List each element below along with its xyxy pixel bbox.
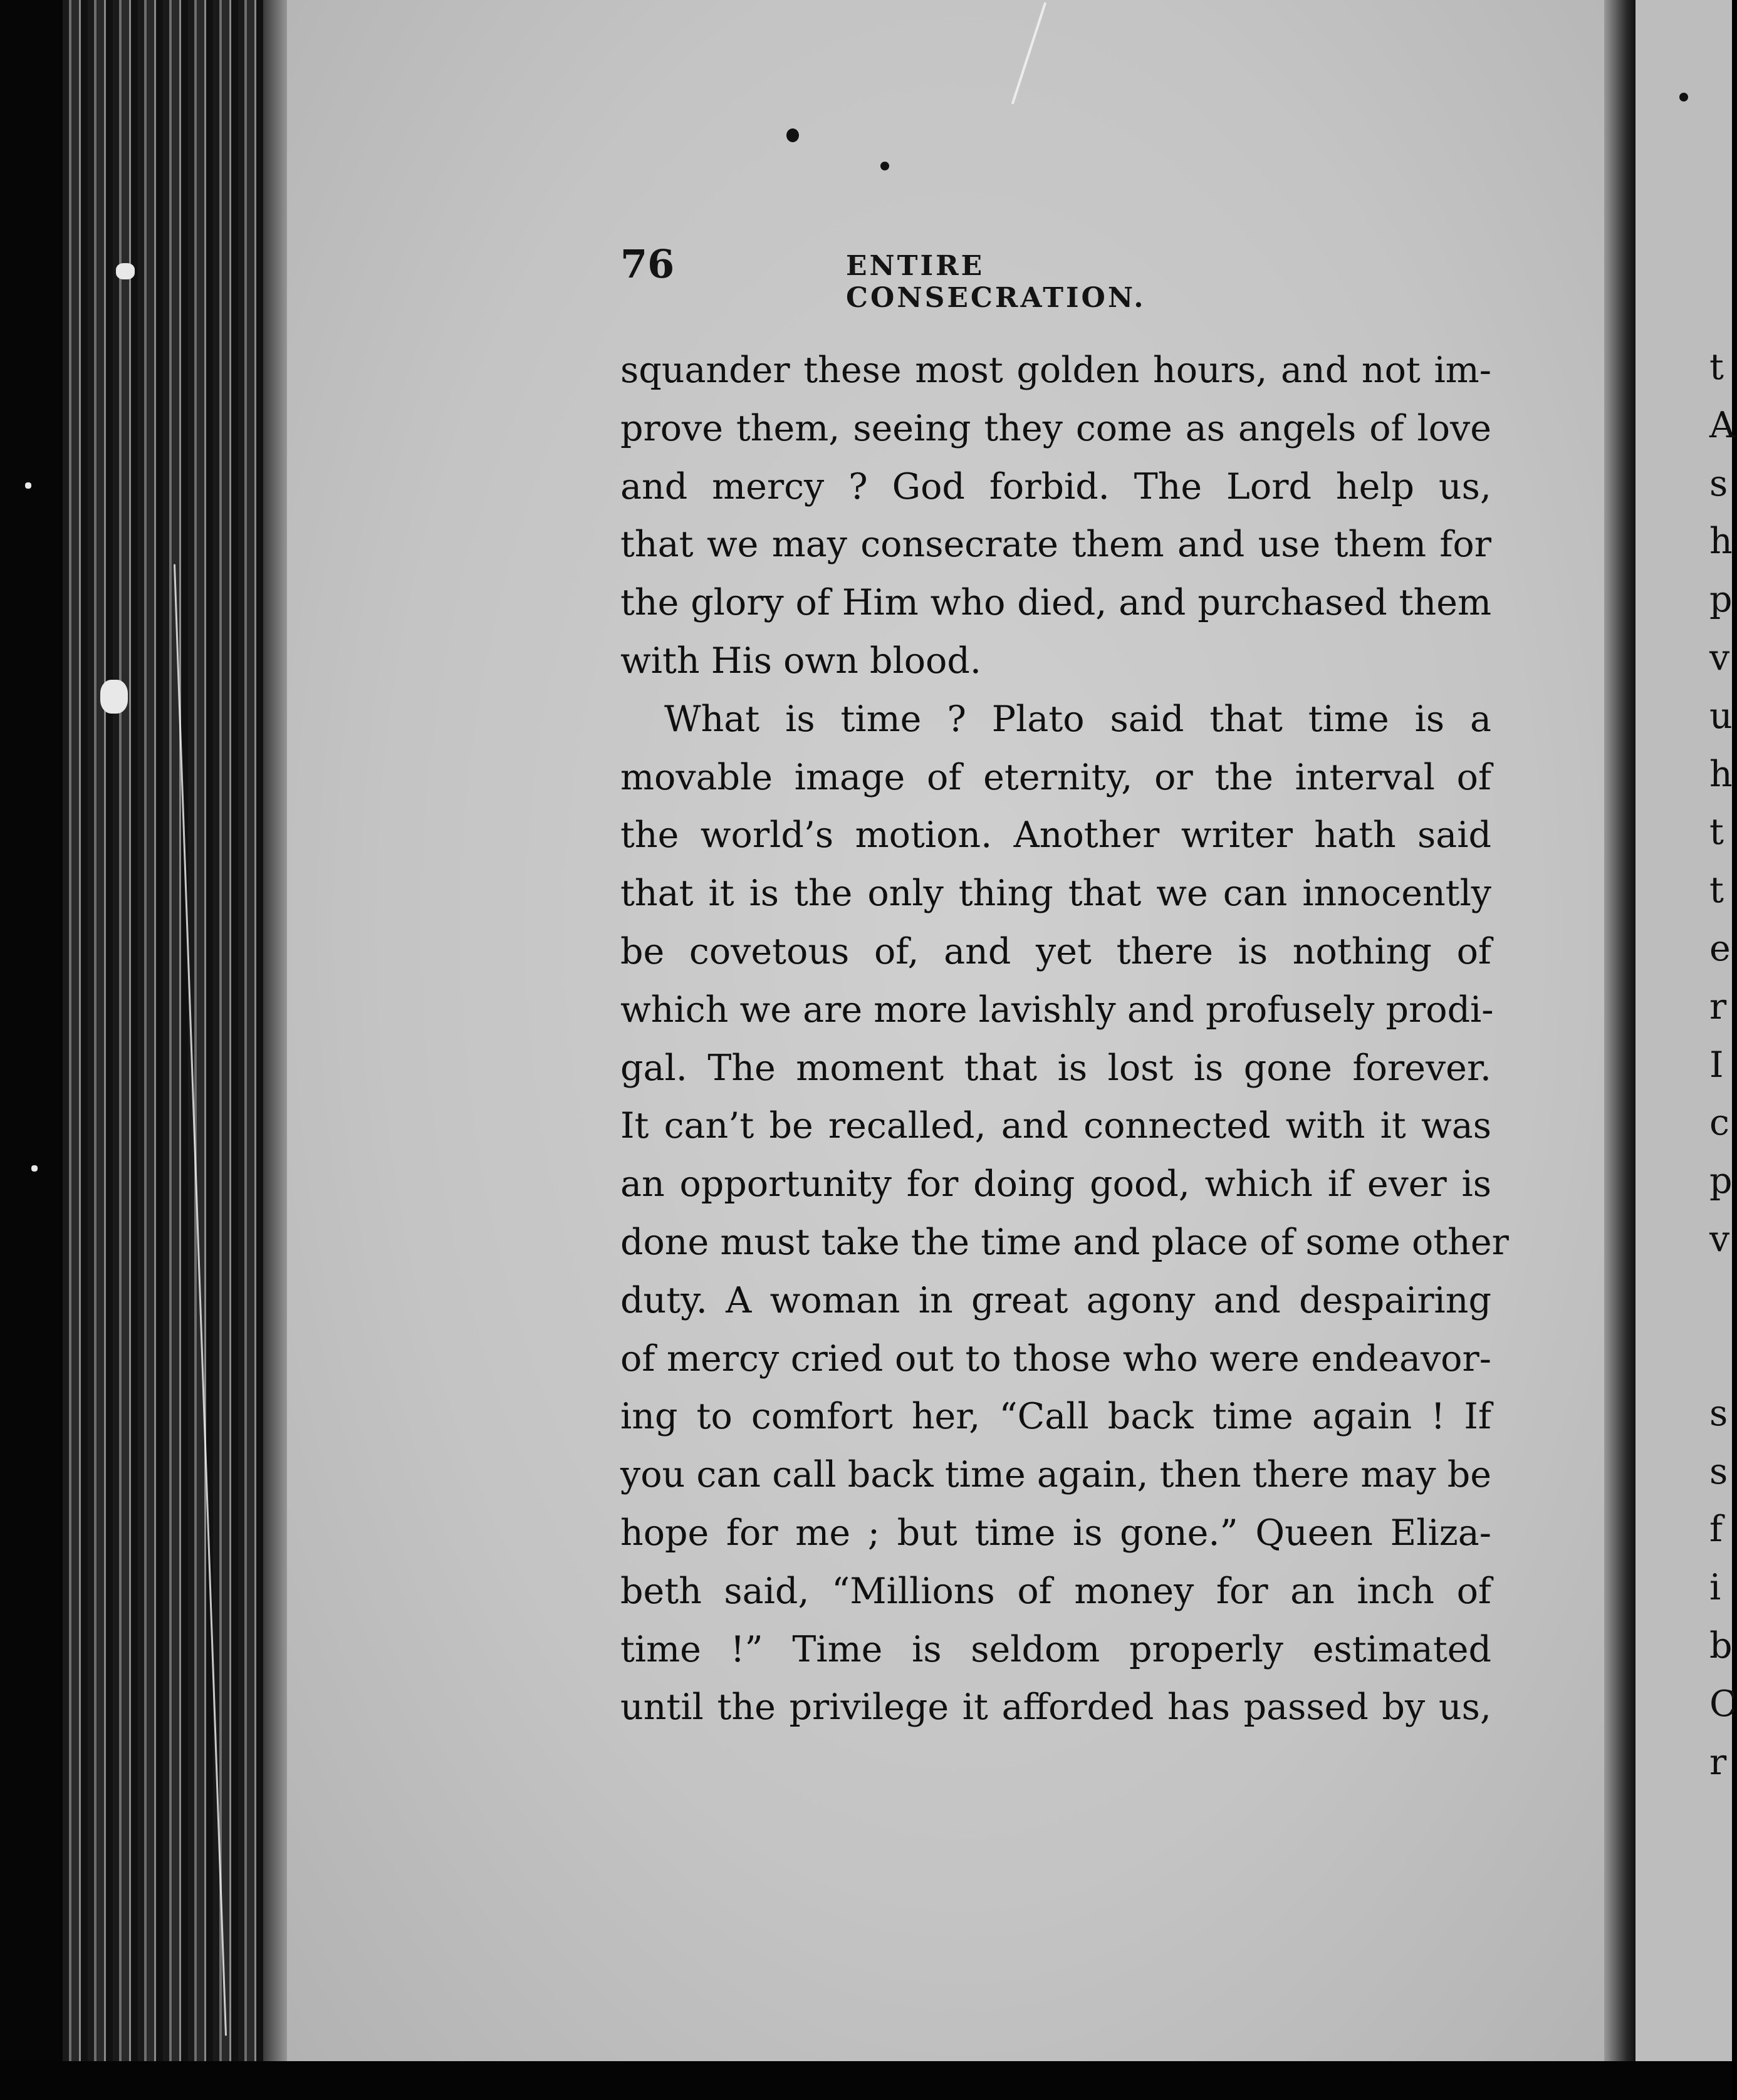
running-title: ENTIRE CONSECRATION.	[846, 250, 1146, 314]
facing-letter: r	[1709, 1741, 1727, 1783]
facing-letter: v	[1709, 1218, 1730, 1260]
facing-letter: r	[1709, 985, 1727, 1027]
facing-letter: u	[1709, 695, 1733, 737]
text-line: It can’t be recalled, and connected with it was	[620, 1105, 1491, 1147]
page-number: 76	[620, 241, 675, 287]
book-edge-stripes	[63, 0, 288, 2061]
text-line: ing to comfort her, “Call back time again ! If	[620, 1396, 1491, 1438]
facing-letter: s	[1709, 1392, 1728, 1434]
ink-speck	[786, 128, 799, 142]
text-line: done must take the time and place of some other	[620, 1221, 1509, 1263]
running-head	[620, 241, 1272, 314]
facing-letter: f	[1709, 1509, 1723, 1551]
text-line: time !” Time is seldom properly estimated	[620, 1628, 1491, 1670]
facing-letter: b	[1709, 1624, 1733, 1666]
facing-letter: A	[1709, 404, 1736, 446]
facing-letter: t	[1709, 811, 1724, 853]
text-line: and mercy ? God forbid. The Lord help us,	[620, 465, 1491, 507]
text-line: with His own blood.	[620, 640, 981, 682]
facing-letter: p	[1709, 579, 1733, 621]
facing-letter: c	[1709, 1102, 1729, 1144]
text-line: until the privilege it afforded has passed by us,	[620, 1687, 1491, 1728]
facing-letter: h	[1709, 753, 1733, 795]
facing-letter: i	[1709, 1567, 1721, 1609]
film-blemish	[116, 263, 135, 279]
facing-letter: p	[1709, 1160, 1733, 1202]
text-line: movable image of eternity, or the interval of	[620, 756, 1491, 798]
body-text	[620, 341, 1509, 1737]
film-blemish	[100, 680, 128, 714]
ink-speck	[880, 162, 889, 170]
film-blemish	[25, 482, 31, 489]
facing-letter: t	[1709, 346, 1724, 388]
text-line: the glory of Him who died, and purchased them	[620, 582, 1491, 624]
facing-letter: C	[1709, 1683, 1737, 1725]
film-blemish	[31, 1165, 38, 1172]
ink-speck	[1679, 93, 1688, 101]
facing-page-text	[1709, 338, 1737, 1791]
text-line: you can call back time again, then there may be	[620, 1454, 1491, 1496]
text-line: What is time ? Plato said that time is a	[664, 698, 1491, 740]
text-line: which we are more lavishly and profusely prodi-	[620, 989, 1494, 1031]
bottom-border	[0, 2061, 1732, 2100]
book-edge-shadow	[263, 0, 288, 2061]
facing-letter: I	[1709, 1044, 1724, 1086]
facing-letter: e	[1709, 927, 1731, 969]
facing-letter: s	[1709, 462, 1728, 504]
facing-letter: v	[1709, 637, 1730, 678]
text-line: duty. A woman in great agony and despairing	[620, 1279, 1491, 1321]
facing-letter: t	[1709, 870, 1724, 912]
text-line: the world’s motion. Another writer hath said	[620, 814, 1491, 856]
text-line: prove them, seeing they come as angels of love	[620, 407, 1491, 449]
facing-gap	[1709, 1269, 1734, 1385]
text-line: be covetous of, and yet there is nothing of	[620, 930, 1491, 972]
text-line: gal. The moment that is lost is gone forever.	[620, 1047, 1491, 1089]
text-line: that it is the only thing that we can innocently	[620, 873, 1491, 915]
text-line: hope for me ; but time is gone.” Queen Eliza-	[620, 1512, 1491, 1554]
text-line: of mercy cried out to those who were endeavor-	[620, 1338, 1491, 1380]
text-line: beth said, “Millions of money for an inch of	[620, 1570, 1491, 1612]
facing-letter: h	[1709, 521, 1733, 563]
text-line: an opportunity for doing good, which if ever is	[620, 1163, 1491, 1205]
facing-letter: s	[1709, 1450, 1728, 1492]
text-line: squander these most golden hours, and not im-	[620, 350, 1491, 391]
text-line: that we may consecrate them and use them for	[620, 524, 1491, 566]
